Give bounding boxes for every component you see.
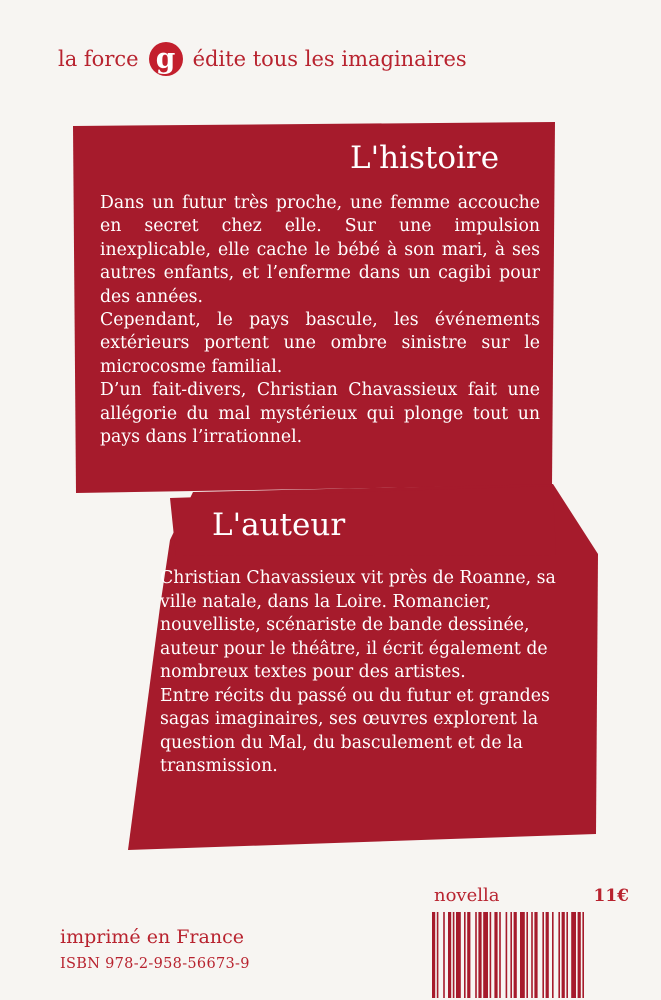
auteur-paragraph: Entre récits du passé ou du futur et grandes sagas imaginaires, ses œuvres explorent la question du Mal, du basculement et de la transmission. [160,685,550,776]
barcode-bar [467,912,470,998]
barcode-bar [531,912,533,998]
histoire-paragraph: Cependant, le pays bascule, les événements extérieurs portent une ombre sinistre sur le microcosme familial. [100,310,540,377]
barcode-bar [432,912,435,998]
barcode-bar [566,912,568,998]
barcode-bar [443,912,445,998]
barcode-bar [494,912,497,998]
barcode-bar [506,912,508,998]
auteur-title: L'auteur [212,507,346,543]
barcode-bar [520,912,525,998]
genre-label: novella [434,885,500,906]
tagline-left: la force [58,47,139,71]
barcode-bar [534,912,537,998]
barcode-bar [571,912,576,998]
barcode-bar [558,912,560,998]
barcode-bar [490,912,492,998]
barcode-bar [582,912,584,998]
barcode-bar [464,912,466,998]
barcode-bar [475,912,477,998]
barcode-bar [552,912,554,998]
histoire-paragraph: D’un fait-divers, Christian Chavassieux fait une allégorie du mal mystérieux qui plonge tout un pays dans l’irrationnel. [100,380,540,448]
barcode-bar [542,912,544,998]
price-box [434,885,629,906]
tagline-right: édite tous les imaginaires [192,47,467,71]
auteur-paragraph: Christian Chavassieux vit près de Roanne, sa ville natale, dans la Loire. Romancier, nouvelliste, scénariste de bande dessinée, auteur pour le théâtre, il écrit également de nombreux textes pour des artistes. [160,568,556,682]
barcode-bar [437,912,439,998]
barcode-bar [546,912,549,998]
barcode-bar [578,912,581,998]
barcode-icon [430,912,635,1000]
histoire-text [100,192,540,449]
barcode-bar [448,912,451,998]
footer-info [60,926,250,972]
barcode-bar [453,912,455,998]
barcode-bar [514,912,517,998]
barcode-bar [499,912,501,998]
isbn: ISBN 978-2-958-56673-9 [60,956,250,972]
barcode-bar [526,912,528,998]
barcode-bar [483,912,488,998]
publisher-logo-icon: g [149,42,183,76]
barcode-bar [456,912,461,998]
histoire-paragraph: Dans un futur très proche, une femme accouche en secret chez elle. Sur une impulsion inexplicable, elle cache le bébé à son mari, à ses autres enfants, et l’enferme dans un cagibi pour des années. [100,193,540,307]
printed-in: imprimé en France [60,926,244,948]
price-label: 11€ [593,886,629,906]
barcode-bar [562,912,565,998]
auteur-text [160,567,575,779]
barcode-bar [478,912,481,998]
barcode-bar [510,912,512,998]
histoire-title: L'histoire [350,140,500,176]
